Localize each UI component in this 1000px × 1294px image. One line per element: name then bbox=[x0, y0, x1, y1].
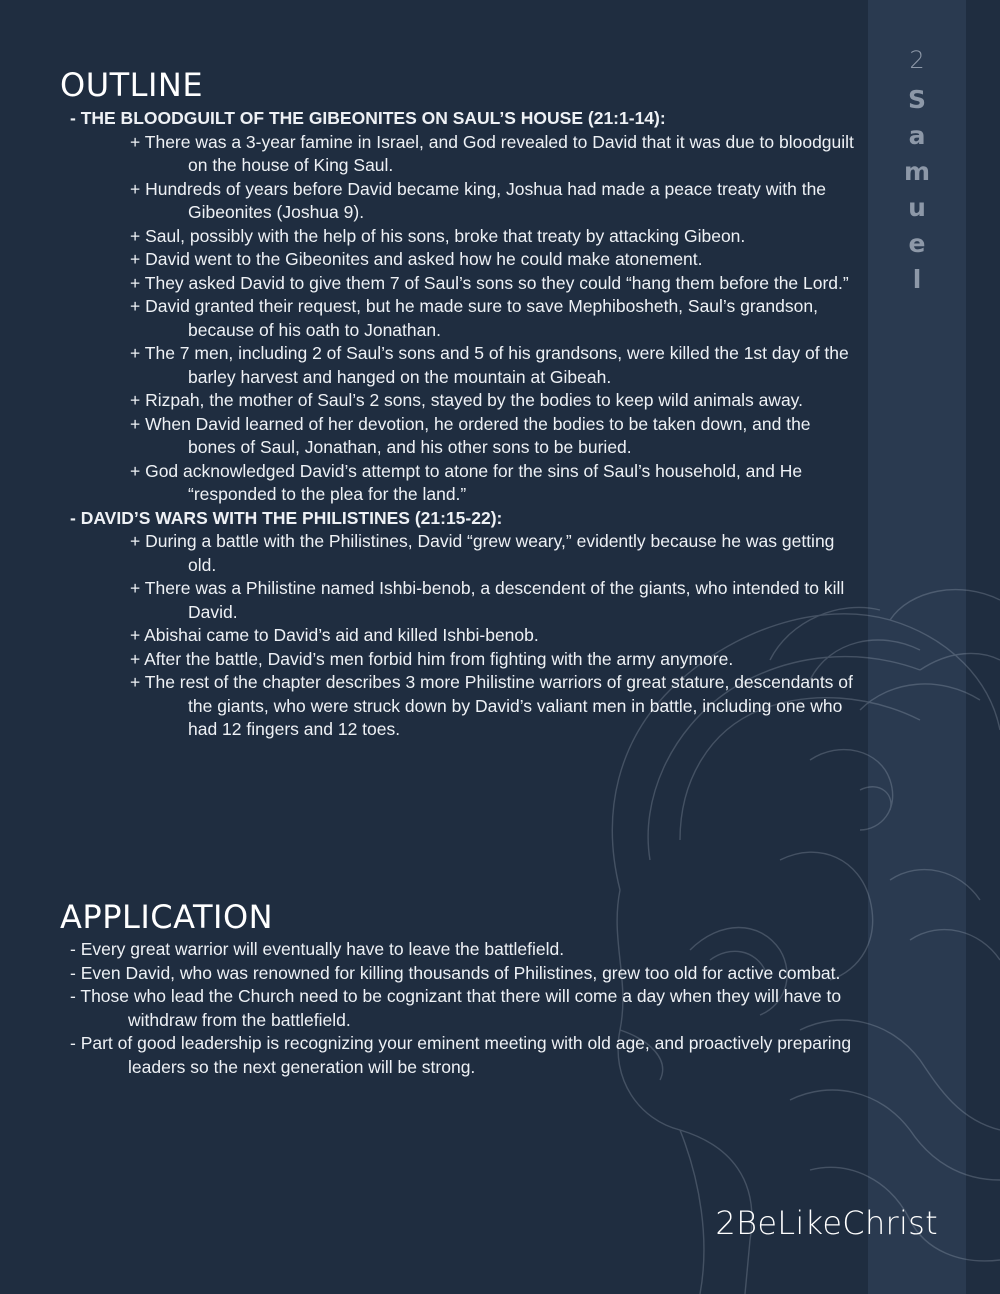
outline-heading: - DAVID’S WARS WITH THE PHILISTINES (21:15-22): bbox=[70, 507, 503, 528]
book-letter: m bbox=[903, 157, 931, 186]
outline-item: + Hundreds of years before David became king, Joshua had made a peace treaty with the Gibeonites (Joshua 9). bbox=[130, 178, 827, 222]
book-letter: S bbox=[907, 85, 926, 114]
outline-item: + Rizpah, the mother of Saul’s 2 sons, stayed by the bodies to keep wild animals away. bbox=[130, 390, 803, 410]
application-list bbox=[70, 938, 870, 1079]
book-number: 2 bbox=[909, 46, 925, 74]
outline-item: + They asked David to give them 7 of Saul’s sons so they could “hang them before the Lord.” bbox=[130, 272, 849, 293]
book-name-vertical bbox=[868, 82, 966, 298]
application-title: APPLICATION bbox=[60, 898, 274, 936]
book-letter: l bbox=[912, 265, 922, 294]
book-letter: u bbox=[908, 193, 926, 222]
outline-item: + Abishai came to David’s aid and killed Ishbi-benob. bbox=[130, 625, 539, 645]
outline-item: + David went to the Gibeonites and asked how he could make atonement. bbox=[130, 249, 703, 269]
outline-heading: - THE BLOODGUILT OF THE GIBEONITES ON SAUL’S HOUSE (21:1-14): bbox=[70, 108, 666, 128]
book-letter: e bbox=[908, 229, 926, 258]
outline-item: + There was a 3-year famine in Israel, and God revealed to David that it was due to bloodguilt on the house of King Saul. bbox=[130, 131, 854, 175]
outline-item: + David granted their request, but he made sure to save Mephibosheth, Saul’s grandson, because of his oath to Jonathan. bbox=[130, 296, 818, 340]
application-item: - Part of good leadership is recognizing your eminent meeting with old age, and proactively preparing leaders so the next generation will be strong. bbox=[70, 1033, 852, 1077]
outline-item: + God acknowledged David’s attempt to atone for the sins of Saul’s household, and He “responded to the plea for the land.” bbox=[130, 460, 803, 504]
outline-item: + There was a Philistine named Ishbi-benob, a descendent of the giants, who intended to kill David. bbox=[130, 578, 845, 622]
outline-item: + The 7 men, including 2 of Saul’s sons and 5 of his grandsons, were killed the 1st day of the barley harvest and hanged on the mountain at Gibeah. bbox=[130, 343, 849, 387]
application-item: - Every great warrior will eventually have to leave the battlefield. bbox=[70, 939, 565, 959]
outline-item: + When David learned of her devotion, he ordered the bodies to be taken down, and the bones of Saul, Jonathan, and his other sons to be buried. bbox=[130, 413, 811, 457]
application-item: - Those who lead the Church need to be cognizant that there will come a day when they will have to withdraw from the battlefield. bbox=[70, 986, 842, 1030]
book-letter: a bbox=[908, 121, 926, 150]
application-item: - Even David, who was renowned for killing thousands of Philistines, grew too old for active combat. bbox=[70, 962, 841, 983]
outline-item: + Saul, possibly with the help of his sons, broke that treaty by attacking Gibeon. bbox=[130, 225, 746, 246]
outline-item: + The rest of the chapter describes 3 more Philistine warriors of great stature, descendants of the giants, who were struck down by David’s valiant men in battle, including one who had 12 fingers and 12 toes. bbox=[130, 672, 853, 739]
outline-item: + After the battle, David’s men forbid him from fighting with the army anymore. bbox=[130, 648, 734, 669]
brand-logo-text: 2BeLikeChrist bbox=[715, 1204, 938, 1242]
outline-item: + During a battle with the Philistines, David “grew weary,” evidently because he was getting old. bbox=[130, 531, 835, 575]
outline-title: OUTLINE bbox=[60, 66, 204, 104]
outline-list bbox=[70, 107, 860, 742]
